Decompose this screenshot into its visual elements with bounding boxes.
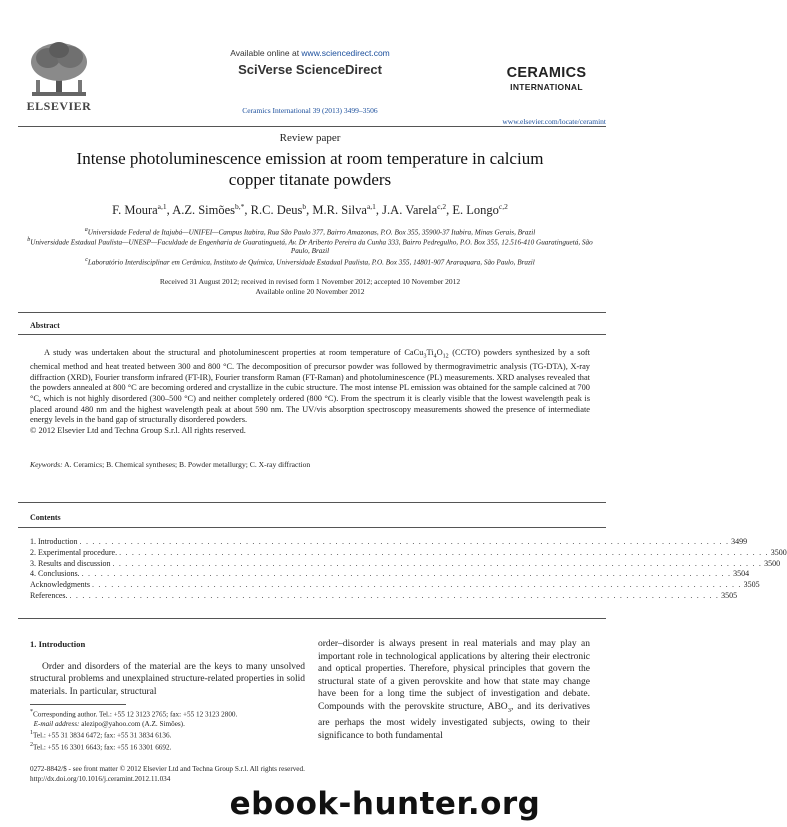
doi-link[interactable]: http://dx.doi.org/10.1016/j.ceramint.2012.11.034 (30, 774, 171, 783)
toc-item[interactable]: 3. Results and discussion . . . . . . . . . . . . . . . . . . . . . . . . . . . . . . . . . . . . . . . . . . . . . . . . . . . . . . . . . . . . . . . . . . . . . . . . . . . . . . . . . . . . . . . . . . . . . . . . . . . . . . 3500 (30, 558, 781, 568)
contents-heading-divider (18, 527, 606, 528)
journal-logo-line2: INTERNATIONAL (510, 82, 583, 92)
footnotes (30, 708, 305, 753)
author[interactable]: F. Moura$^{a,1}$ (112, 202, 167, 218)
sciverse-logo: SciVerse ScienceDirect (238, 62, 382, 77)
author-list: F. Moura$^{a,1}$, A.Z. Simões$^{b,*}$, R.C. Deus$^b$, M.R. Silva$^{a,1}$, J.A. Varela$^{c,2}$, E. Longo$^{c,2}$ (112, 202, 508, 218)
journal-reference[interactable]: Ceramics International 39 (2013) 3499–3506 (242, 106, 378, 115)
journal-logo (489, 66, 604, 93)
affiliation-b: $^b$Universidade Estadual Paulista—UNESP—Faculdade de Engenharia de Guaratinguetá, Av. Dr Ariberto Pereira da Cunha 333, Bairro Pedregulho, P.O. Box 355, 12.516-410 Guaratinguetá, São Paulo, Brazil (27, 237, 593, 256)
author[interactable]: A.Z. Simões$^{b,*}$ (172, 202, 245, 218)
keywords-label: Keywords: (30, 460, 63, 469)
abstract-heading-divider (18, 334, 606, 335)
keywords: Keywords: A. Ceramics; B. Chemical syntheses; B. Powder metallurgy; C. X-ray diffraction (30, 460, 311, 469)
article-title: Intense photoluminescence emission at room temperature in calcium copper titanate powders (76, 149, 544, 189)
contents-heading: Contents (30, 513, 61, 522)
toc-item[interactable]: Acknowledgments . . . . . . . . . . . . . . . . . . . . . . . . . . . . . . . . . . . . . . . . . . . . . . . . . . . . . . . . . . . . . . . . . . . . . . . . . . . . . . . . . . . . . . . . . . . . . . . . . . . . . . 3505 (30, 580, 760, 590)
footnote-rule (30, 704, 126, 705)
sciencedirect-link[interactable]: www.sciencedirect.com (301, 48, 390, 58)
toc-item[interactable]: 1. Introduction . . . . . . . . . . . . . . . . . . . . . . . . . . . . . . . . . . . . . . . . . . . . . . . . . . . . . . . . . . . . . . . . . . . . . . . . . . . . . . . . . . . . . . . . . . . . . . . . . . . . . . 3499 (30, 537, 748, 546)
watermark-text: ebook-hunter.org (229, 786, 541, 822)
received-dates: Received 31 August 2012; received in revised form 1 November 2012; accepted 10 November 2012 (159, 277, 461, 286)
author[interactable]: J.A. Varela$^{c,2}$ (382, 202, 447, 218)
article-type: Review paper (279, 132, 341, 144)
email-link[interactable]: alezipo@yahoo.com (A.Z. Simões). (81, 719, 185, 728)
toc-item[interactable]: 2. Experimental procedure. . . . . . . . . . . . . . . . . . . . . . . . . . . . . . . . . . . . . . . . . . . . . . . . . . . . . . . . . . . . . . . . . . . . . . . . . . . . . . . . . . . . . . . . . . . . . . . . . . . . . . . 3500 (30, 547, 787, 557)
available-online (160, 48, 460, 58)
footnote-1: $^1$Tel.: +55 31 3834 6472; fax: +55 31 3834 6136. (30, 730, 172, 740)
intro-paragraph: Order and disorders of the material are the keys to many unsolved structural problems and unexplained structure-related properties in solid materials. In particular, structural (30, 661, 305, 697)
abstract-text: A study was undertaken about the structural and photoluminescent properties at room temperature of $CaCu_3Ti_4O_{12}$ (CCTO) powders synthesized by a soft chemical method and heat treated between 300 and 800 °C. The decomposition of precursor powder was followed by thermogravimetric analysis (TG-DTA), X-ray diffraction (XRD), Fourier transform infrared (FT-IR), Fourier transform Raman (FT-Raman) and photoluminescence (PL) measurements. XRD analyses revealed that the powders annealed at 800 °C are becoming ordered and crystallize in the cubic structure. The most intense PL emission was obtained for the sample calcined at 700 °C, which is not highly disordered (300–500 °C) and neither completely ordered (800 °C). From the spectrum it is clearly visible that the lowest wavelength peak is placed around 480 nm and the highest wavelength peak at about 590 nm. The UV/vis absorption spectroscopy measurements showed the presence of intermediate energy levels in the band gap of structurally disordered powders. © 2012 Elsevier Ltd and Techna Group S.r.l. All rights reserved. (30, 348, 590, 435)
copyright: © 2012 Elsevier Ltd and Techna Group S.r.l. All rights reserved. (30, 425, 246, 435)
footnote-2: $^2$Tel.: +55 16 3301 6643; fax: +55 16 3301 6692. (30, 742, 172, 752)
elsevier-tree-logo (26, 40, 92, 98)
left-column (30, 638, 305, 698)
footnote-email: E-mail address: alezipo@yahoo.com (A.Z. Simões). (33, 719, 185, 728)
author[interactable]: E. Longo$^{c,2}$ (452, 202, 508, 218)
intro-heading: 1. Introduction (30, 639, 86, 649)
dates (60, 277, 560, 296)
affiliation-a: $^a$Universidade Federal de Itajubá—UNIFEI—Campus Itabira, Rua São Paulo 377, Bairro Amazonas, P.O. Box 355, 35900-37 Itabira, Minas Gerais, Brazil (84, 227, 536, 237)
contents-top-divider (18, 502, 606, 503)
issn-line: 0272-8842/$ - see front matter © 2012 Elsevier Ltd and Techna Group S.r.l. All rights reserved. (30, 765, 305, 773)
page-footer (30, 765, 460, 784)
abstract-heading: Abstract (30, 321, 60, 330)
available-online-date: Available online 20 November 2012 (255, 286, 365, 296)
table-of-contents (30, 537, 787, 602)
available-prefix: Available online at (230, 48, 302, 58)
affiliation-c: $^c$Laboratório Interdisciplinar em Cerâmica, Instituto de Química, Universidade Estadual Paulista, P.O. Box 355, 14801-907 Araraquara, São Paulo, Brazil (85, 257, 535, 267)
header-divider (18, 126, 606, 127)
publisher-name: ELSEVIER (26, 99, 92, 113)
author[interactable]: M.R. Silva$^{a,1}$ (312, 202, 376, 218)
right-column: order–disorder is always present in real materials and may play an important role in technological applications by altering their electronic and optical properties. Therefore, physical principles that govern the structural state of a given perovskite and how that state may change have been for a long time the subject of investigation and debate. Compounds with the perovskite structure, $ABO_3$, and its derivatives are perhaps the most widely investigated subjects, owing to their significance to both fundamental (318, 639, 591, 742)
journal-logo-line1: CERAMICS (506, 65, 587, 81)
author[interactable]: R.C. Deus$^b$ (250, 202, 307, 218)
footnote-corresponding: *Corresponding author. Tel.: +55 12 3123 2765; fax: +55 12 3123 2800. (30, 709, 238, 719)
abstract-top-divider (18, 312, 606, 313)
contents-bottom-divider (18, 618, 606, 619)
toc-item[interactable]: 4. Conclusions. . . . . . . . . . . . . . . . . . . . . . . . . . . . . . . . . . . . . . . . . . . . . . . . . . . . . . . . . . . . . . . . . . . . . . . . . . . . . . . . . . . . . . . . . . . . . . . . . . . . . . . 3504 (30, 569, 750, 579)
toc-item[interactable]: References. . . . . . . . . . . . . . . . . . . . . . . . . . . . . . . . . . . . . . . . . . . . . . . . . . . . . . . . . . . . . . . . . . . . . . . . . . . . . . . . . . . . . . . . . . . . . . . . . . . . . . . 3505 (30, 590, 738, 600)
journal-url-link[interactable]: www.elsevier.com/locate/ceramint (502, 117, 606, 126)
